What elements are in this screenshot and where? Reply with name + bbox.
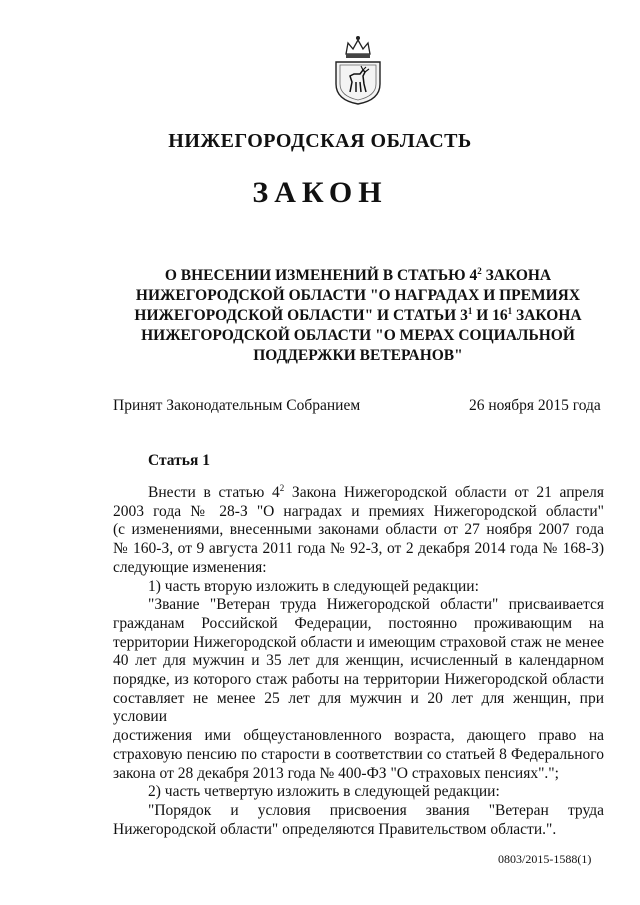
item-heading: 1) часть вторую изложить в следующей редакции: xyxy=(148,577,479,595)
paragraph-line: 2003 года № 28-З "О наградах и премиях Нижегородской области" xyxy=(113,502,604,520)
adoption-date: 26 ноября 2015 года xyxy=(469,397,601,414)
subtitle-line: НИЖЕГОРОДСКОЙ ОБЛАСТИ "О НАГРАДАХ И ПРЕМИЯХ xyxy=(135,287,581,304)
subtitle-line: ПОДДЕРЖКИ ВЕТЕРАНОВ" xyxy=(253,347,463,364)
quote-line: гражданам Российской Федерации, постоянно проживающим на xyxy=(113,614,604,632)
paragraph-line: Внести в статью $4^2$ Закона Нижегородской области от 21 апреля xyxy=(148,482,604,501)
quote-line: 40 лет для мужчин и 35 лет для женщин, исчисленный в календарном xyxy=(113,652,604,670)
subtitle-line: О ВНЕСЕНИИ ИЗМЕНЕНИЙ В СТАТЬЮ $4^2$ ЗАКОНА xyxy=(164,265,552,284)
quote-line: страховую пенсию по старости в соответствии со статьей 8 Федерального xyxy=(113,745,604,763)
quote-line: "Звание "Ветеран труда Нижегородской области" присваивается xyxy=(148,596,604,614)
law-subtitle xyxy=(112,266,604,366)
paragraph-line: (с изменениями, внесенными законами области от 27 ноября 2007 года xyxy=(113,521,604,539)
coat-of-arms-icon xyxy=(330,34,386,106)
document-number: 0803/2015-1588(1) xyxy=(498,852,592,866)
document-title: ЗАКОН xyxy=(252,176,388,209)
article-heading: Статья 1 xyxy=(148,452,210,469)
quote-line: Нижегородской области" определяются Правительством области.". xyxy=(113,820,557,838)
quote-line: достижения ими общеустановленного возраста, дающего право на xyxy=(113,727,604,745)
subtitle-line: НИЖЕГОРОДСКОЙ ОБЛАСТИ "О МЕРАХ СОЦИАЛЬНОЙ xyxy=(141,327,575,344)
quote-line: закона от 28 декабря 2013 года № 400-ФЗ "О страховых пенсиях"."; xyxy=(113,764,559,782)
adopted-by: Принят Законодательным Собранием xyxy=(113,397,361,414)
region-name: НИЖЕГОРОДСКАЯ ОБЛАСТЬ xyxy=(168,130,472,152)
quote-line: территории Нижегородской области и имеющим страховой стаж не менее xyxy=(113,633,604,651)
paragraph-line: следующие изменения: xyxy=(113,558,267,576)
paragraph-line: № 160-З, от 9 августа 2011 года № 92-З, от 2 декабря 2014 года № 168-З) xyxy=(113,540,604,558)
item-heading: 2) часть четвертую изложить в следующей редакции: xyxy=(148,783,500,801)
quote-line: составляет не менее 25 лет для мужчин и 20 лет для женщин, при условии xyxy=(113,689,604,726)
article-body xyxy=(113,484,604,839)
quote-line: "Порядок и условия присвоения звания "Ветеран труда xyxy=(148,801,604,819)
quote-line: порядке, из которого стаж работы на территории Нижегородской области xyxy=(113,671,604,689)
subtitle-line: НИЖЕГОРОДСКОЙ ОБЛАСТИ" И СТАТЬИ $3^1$ И $16^1$ ЗАКОНА xyxy=(134,305,582,324)
